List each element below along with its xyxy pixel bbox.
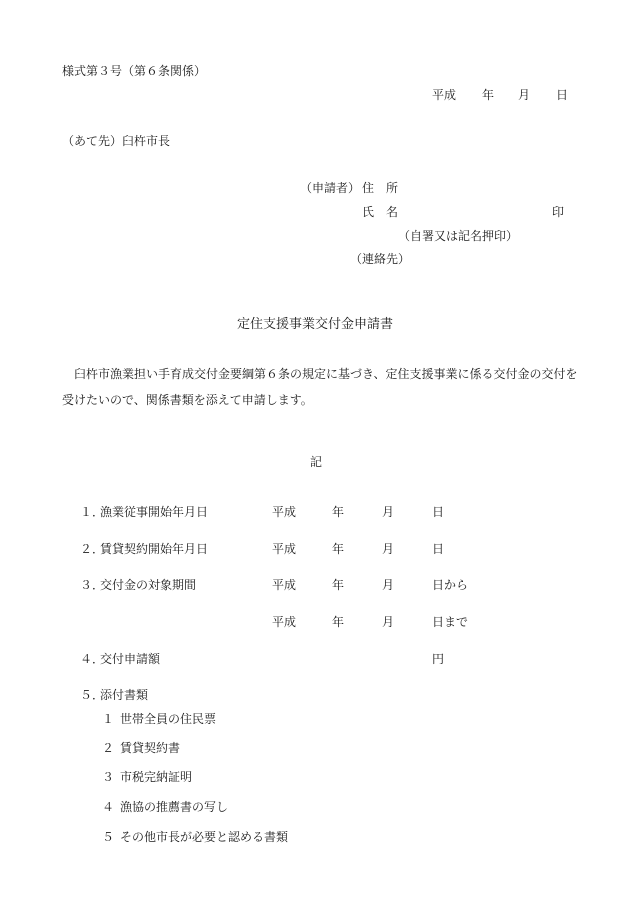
attachment-item: 世帯全員の住民票 xyxy=(120,712,217,726)
addressee: （あて先）臼杵市長 xyxy=(62,134,171,148)
attachment-number: ３ xyxy=(102,770,115,784)
name-label: 氏 名 xyxy=(362,205,399,219)
item-day: 日まで xyxy=(432,615,469,629)
attachment-number: ５ xyxy=(102,830,115,844)
attachment-item: 市税完納証明 xyxy=(120,770,193,784)
attachment-item: 漁協の推薦書の写し xyxy=(120,800,229,814)
item-year: 年 xyxy=(332,542,345,556)
item-month: 月 xyxy=(382,578,395,592)
attachments-label: 添付書類 xyxy=(100,688,149,702)
item-year: 年 xyxy=(332,615,345,629)
item-month: 月 xyxy=(382,542,395,556)
signature-note: （自署又は記名押印） xyxy=(398,229,519,243)
item-era: 平成 xyxy=(272,505,297,519)
item-number: ２． xyxy=(80,542,105,556)
date-era: 平成 xyxy=(432,88,457,102)
amount-label: 交付申請額 xyxy=(100,652,161,666)
item-era: 平成 xyxy=(272,542,297,556)
item-year: 年 xyxy=(332,505,345,519)
item-day: 日から xyxy=(432,578,469,592)
item-month: 月 xyxy=(382,615,395,629)
item-number: １． xyxy=(80,505,105,519)
item-day: 日 xyxy=(432,542,445,556)
attachment-number: １ xyxy=(102,712,115,726)
date-year: 年 xyxy=(482,88,495,102)
item-label: 賃貸契約開始年月日 xyxy=(100,542,209,556)
item-number: ３． xyxy=(80,578,105,592)
seal-mark: 印 xyxy=(552,205,565,219)
amount-unit: 円 xyxy=(432,652,445,666)
item-number: ４． xyxy=(80,652,105,666)
attachment-number: ４ xyxy=(102,800,115,814)
body-paragraph: 臼杵市漁業担い手育成交付金要綱第６条の規定に基づき、定住支援事業に係る交付金の交付を受けたいので、関係書類を添えて申請します。 xyxy=(62,367,578,407)
attachment-item: 賃貸契約書 xyxy=(120,741,181,755)
attachment-number: ２ xyxy=(102,741,115,755)
contact-label: （連絡先） xyxy=(350,252,411,266)
date-month: 月 xyxy=(518,88,531,102)
item-day: 日 xyxy=(432,505,445,519)
item-month: 月 xyxy=(382,505,395,519)
item-label: 漁業従事開始年月日 xyxy=(100,505,209,519)
document-title: 定住支援事業交付金申請書 xyxy=(237,317,394,332)
item-label: 交付金の対象期間 xyxy=(100,578,197,592)
attachment-item: その他市長が必要と認める書類 xyxy=(120,830,289,844)
item-era: 平成 xyxy=(272,615,297,629)
item-era: 平成 xyxy=(272,578,297,592)
form-label: 様式第３号（第６条関係） xyxy=(62,64,207,78)
address-label: 住 所 xyxy=(362,181,399,195)
item-number: ５． xyxy=(80,688,105,702)
applicant-role: （申請者） xyxy=(300,181,361,195)
date-day: 日 xyxy=(556,88,569,102)
item-year: 年 xyxy=(332,578,345,592)
ki-heading: 記 xyxy=(310,455,323,469)
